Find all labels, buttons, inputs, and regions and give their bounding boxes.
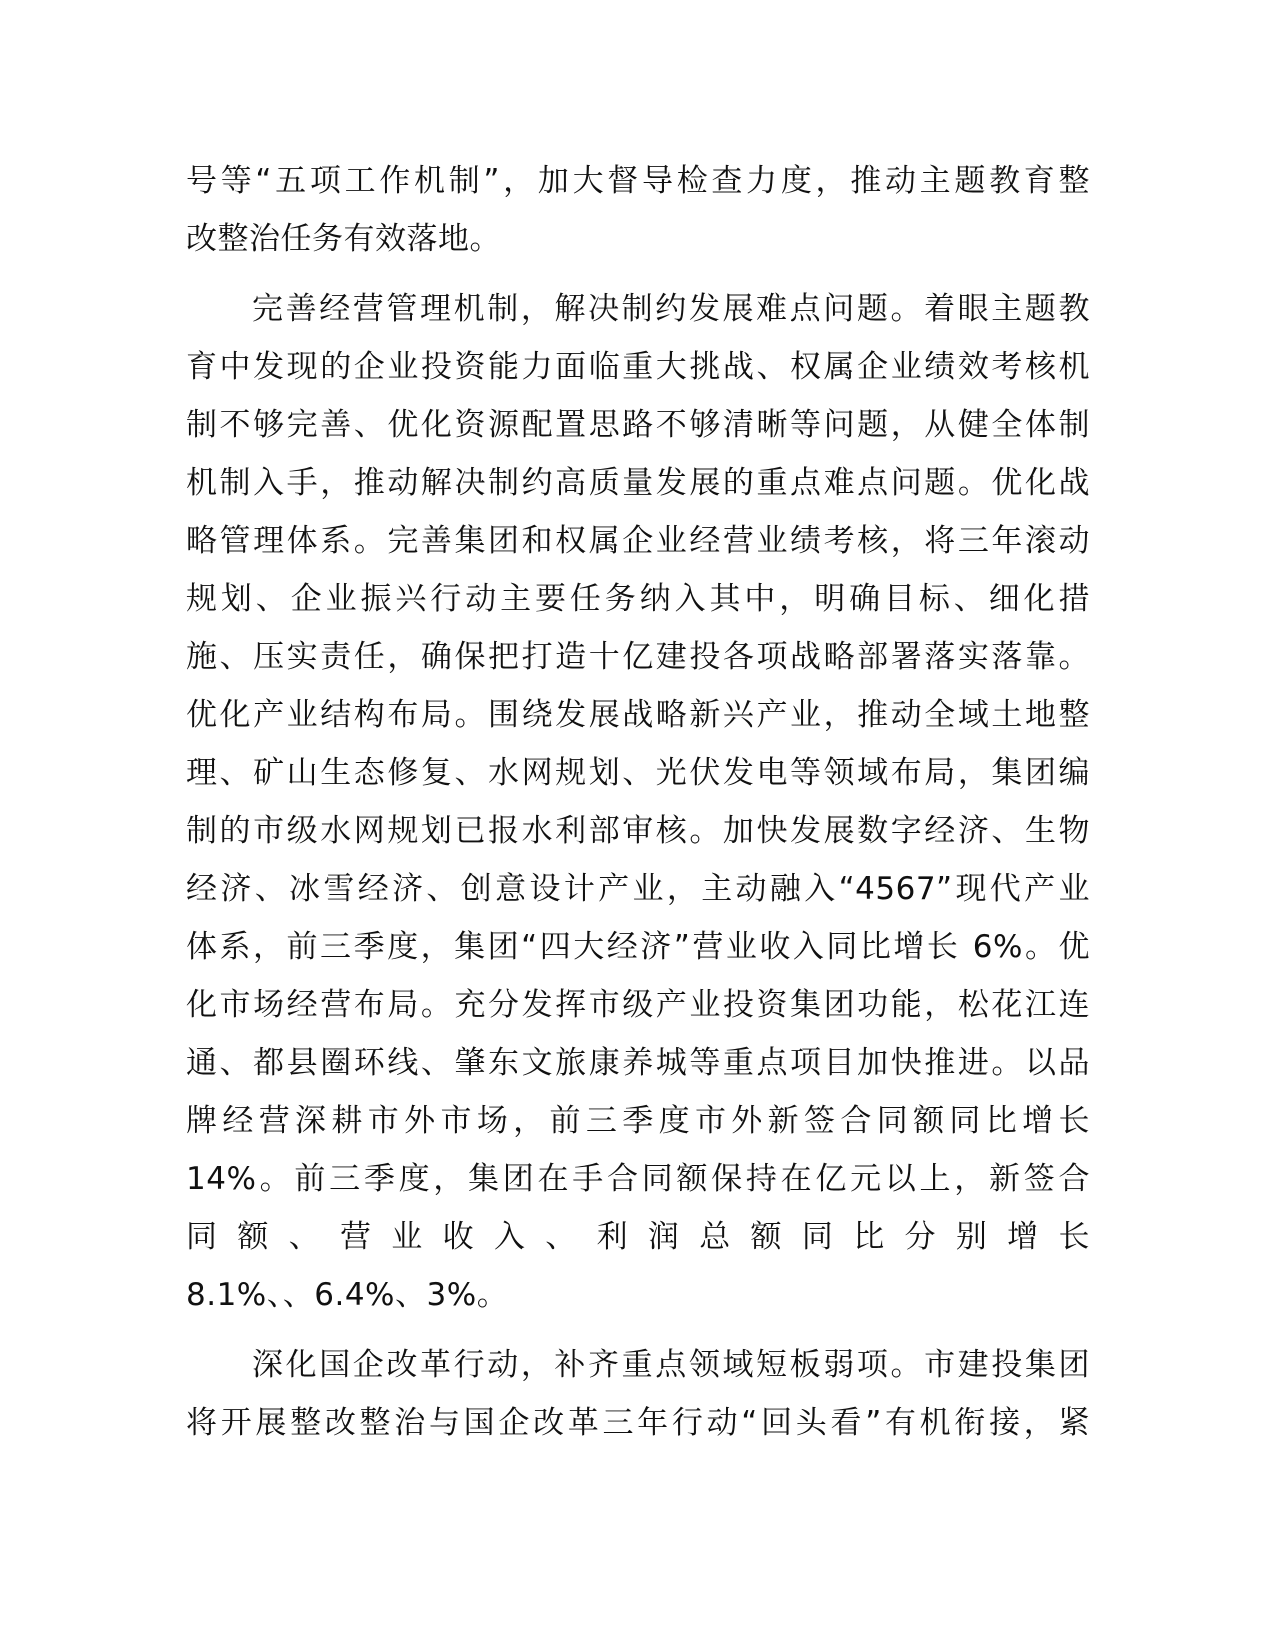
paragraph-3 (186, 1336, 1090, 1452)
text-line: 制不够完善、优化资源配置思路不够清晰等问题，从健全体制 (186, 407, 1090, 443)
paragraph-1 (186, 152, 1090, 268)
text-line: 深化国企改革行动，补齐重点领域短板弱项。市建投集团 (252, 1347, 1090, 1383)
text-line: 施、压实责任，确保把打造十亿建投各项战略部署落实落靠。 (186, 639, 1090, 675)
text-line: 体系，前三季度，集团“四大经济”营业收入同比增长 6%。优 (186, 929, 1090, 965)
paragraph-2 (186, 280, 1090, 1324)
text-line: 将开展整改整治与国企改革三年行动“回头看”有机衔接，紧 (186, 1405, 1090, 1441)
text-line: 优化产业结构布局。围绕发展战略新兴产业，推动全域土地整 (186, 697, 1090, 733)
text-line: 8.1%、、6.4%、3%。 (186, 1277, 509, 1313)
text-line: 号等“五项工作机制”，加大督导检查力度，推动主题教育整 (186, 163, 1090, 199)
text-line: 同额、营业收入、利润总额同比分别增长 (186, 1219, 1090, 1255)
text-line: 经济、冰雪经济、创意设计产业，主动融入“4567”现代产业 (186, 871, 1090, 907)
text-line: 机制入手，推动解决制约高质量发展的重点难点问题。优化战 (186, 465, 1090, 501)
text-line: 规划、企业振兴行动主要任务纳入其中，明确目标、细化措 (186, 581, 1090, 617)
text-line: 制的市级水网规划已报水利部审核。加快发展数字经济、生物 (186, 813, 1090, 849)
body-text (186, 152, 1090, 1452)
text-line: 14%。前三季度，集团在手合同额保持在亿元以上，新签合 (186, 1161, 1090, 1197)
text-line: 化市场经营布局。充分发挥市级产业投资集团功能，松花江连 (186, 987, 1090, 1023)
text-line: 改整治任务有效落地。 (186, 221, 501, 257)
text-line: 完善经营管理机制，解决制约发展难点问题。着眼主题教 (252, 291, 1090, 327)
text-line: 通、都县圈环线、肇东文旅康养城等重点项目加快推进。以品 (186, 1045, 1090, 1081)
text-line: 理、矿山生态修复、水网规划、光伏发电等领域布局，集团编 (186, 755, 1090, 791)
text-line: 育中发现的企业投资能力面临重大挑战、权属企业绩效考核机 (186, 349, 1090, 385)
text-line: 牌经营深耕市外市场，前三季度市外新签合同额同比增长 (186, 1103, 1090, 1139)
text-line: 略管理体系。完善集团和权属企业经营业绩考核，将三年滚动 (186, 523, 1090, 559)
